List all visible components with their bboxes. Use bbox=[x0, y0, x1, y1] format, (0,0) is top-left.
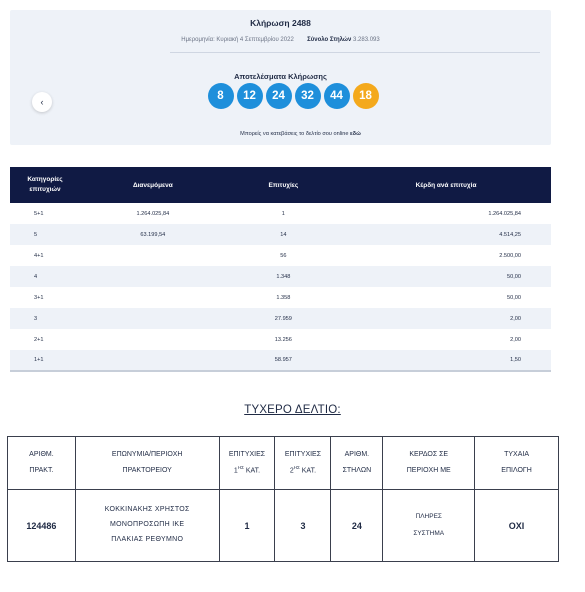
category-cell: 3+1 bbox=[10, 287, 80, 308]
random-pick-cell: ΟΧΙ bbox=[475, 490, 559, 562]
won-with-cell bbox=[383, 490, 475, 562]
winners-cell: 1.358 bbox=[226, 287, 341, 308]
header-line: ΑΡΙΘΜ. bbox=[29, 450, 54, 458]
header-line: ΠΡΑΚΤ. bbox=[29, 467, 54, 474]
header-line: ΕΠΙΤΥΧΙΕΣ bbox=[228, 450, 266, 458]
won-with-line: ΣΥΣΤΗΜΑ bbox=[413, 529, 445, 537]
prize-table-header bbox=[10, 167, 551, 203]
divider bbox=[170, 52, 540, 53]
first-category-cell: 1 bbox=[219, 490, 275, 562]
table-row bbox=[10, 224, 551, 245]
download-note-text: Μπορείς να κατεβάσεις το δελτίο σου online bbox=[240, 131, 349, 137]
header-line: ΠΡΑΚΤΟΡΕΙΟΥ bbox=[122, 467, 172, 474]
prize-cell: 2,00 bbox=[341, 329, 551, 350]
table-row bbox=[10, 350, 551, 371]
agency-name-cell bbox=[75, 490, 219, 562]
number-ball: 8 bbox=[208, 83, 234, 109]
prize-cell: 1.264.025,84 bbox=[341, 203, 551, 224]
prize-cell: 50,00 bbox=[341, 287, 551, 308]
header-line: ΚΑΤ. bbox=[301, 467, 317, 475]
winners-cell: 1 bbox=[226, 203, 341, 224]
category-cell: 3 bbox=[10, 308, 80, 329]
columns-cell: 24 bbox=[331, 490, 383, 562]
results-title: Αποτελέσματα Κλήρωσης bbox=[234, 72, 327, 81]
header-winners: Επιτυχίες bbox=[226, 167, 341, 203]
header-agency-name bbox=[75, 437, 219, 490]
category-cell: 5+1 bbox=[10, 203, 80, 224]
distributed-cell bbox=[80, 329, 226, 350]
winners-cell: 14 bbox=[226, 224, 341, 245]
table-row bbox=[8, 490, 559, 562]
header-line: ΤΥΧΑΙΑ bbox=[504, 450, 530, 458]
agency-number-cell: 124486 bbox=[8, 490, 76, 562]
header-won-with bbox=[383, 437, 475, 490]
header-second-category bbox=[275, 437, 331, 490]
prize-cell: 1,50 bbox=[341, 350, 551, 371]
prize-table bbox=[10, 167, 551, 372]
lucky-ticket-header bbox=[8, 437, 559, 490]
table-row bbox=[10, 329, 551, 350]
header-line: ΕΠΩΝΥΜΙΑ/ΠΕΡΙΟΧΗ bbox=[111, 450, 183, 458]
winners-cell: 27.959 bbox=[226, 308, 341, 329]
download-note bbox=[10, 131, 551, 137]
chevron-left-icon: ‹ bbox=[40, 97, 44, 107]
columns-value: 3.283.093 bbox=[353, 37, 380, 43]
distributed-cell bbox=[80, 308, 226, 329]
date-value: Κυριακή 4 Σεπτεμβρίου 2022 bbox=[216, 37, 294, 43]
number-ball: 44 bbox=[324, 83, 350, 109]
table-row bbox=[10, 203, 551, 224]
category-cell: 2+1 bbox=[10, 329, 80, 350]
header-line: ΕΠΙΛΟΓΗ bbox=[501, 467, 532, 474]
header-line: ΑΡΙΘΜ. bbox=[344, 450, 370, 458]
header-agency-number bbox=[8, 437, 76, 490]
table-row bbox=[10, 308, 551, 329]
number-ball: 24 bbox=[266, 83, 292, 109]
agency-name-line: ΚΟΚΚΙΝΑΚΗΣ ΧΡΗΣΤΟΣ bbox=[104, 506, 190, 514]
number-ball: 12 bbox=[237, 83, 263, 109]
distributed-cell bbox=[80, 245, 226, 266]
header-sup: ΗΣ bbox=[237, 464, 244, 470]
number-ball: 32 bbox=[295, 83, 321, 109]
table-row bbox=[10, 287, 551, 308]
winners-cell: 13.256 bbox=[226, 329, 341, 350]
header-line: 1 bbox=[233, 467, 238, 475]
header-line: ΕΠΙΤΥΧΙΕΣ bbox=[284, 450, 322, 458]
prize-cell: 2.500,00 bbox=[341, 245, 551, 266]
winning-numbers bbox=[10, 83, 551, 109]
lucky-ticket-heading: ΤΥΧΕΡΟ ΔΕΛΤΙΟ: bbox=[244, 404, 341, 416]
header-line: ΚΕΡΔΟΣ ΣΕ bbox=[409, 450, 449, 458]
header-prize-per-winner: Κέρδη ανά επιτυχία bbox=[341, 167, 551, 203]
header-sup: ΗΣ bbox=[293, 464, 300, 470]
agency-name-line: ΠΛΑΚΙΑΣ ΡΕΘΥΜΝΟ bbox=[111, 535, 184, 543]
distributed-cell: 1.264.025,84 bbox=[80, 203, 226, 224]
winners-cell: 1.348 bbox=[226, 266, 341, 287]
category-cell: 5 bbox=[10, 224, 80, 245]
header-distributed: Διανεμόμενα bbox=[80, 167, 226, 203]
distributed-cell: 63.199,54 bbox=[80, 224, 226, 245]
table-row bbox=[10, 266, 551, 287]
agency-name-line: ΜΟΝΟΠΡΟΣΩΠΗ ΙΚΕ bbox=[110, 521, 185, 529]
draw-meta bbox=[10, 37, 551, 43]
second-category-cell: 3 bbox=[275, 490, 331, 562]
prize-cell: 4.514,25 bbox=[341, 224, 551, 245]
distributed-cell bbox=[80, 350, 226, 371]
header-first-category bbox=[219, 437, 275, 490]
bonus-ball: 18 bbox=[353, 83, 379, 109]
category-cell: 1+1 bbox=[10, 350, 80, 371]
distributed-cell bbox=[80, 287, 226, 308]
distributed-cell bbox=[80, 266, 226, 287]
prize-cell: 50,00 bbox=[341, 266, 551, 287]
date-label: Ημερομηνία: bbox=[181, 37, 215, 43]
winners-cell: 56 bbox=[226, 245, 341, 266]
winners-cell: 58.957 bbox=[226, 350, 341, 371]
columns-label: Σύνολο Στηλών bbox=[307, 37, 352, 43]
draw-title: Κλήρωση 2488 bbox=[250, 18, 311, 28]
header-random-pick bbox=[475, 437, 559, 490]
header-columns bbox=[331, 437, 383, 490]
won-with-line: ΠΛΗΡΕΣ bbox=[415, 513, 442, 521]
header-line: ΣΤΗΛΩΝ bbox=[342, 467, 372, 474]
header-categories: Κατηγορίες επιτυχιών bbox=[10, 167, 80, 203]
category-cell: 4 bbox=[10, 266, 80, 287]
table-row bbox=[10, 245, 551, 266]
header-line: 2 bbox=[289, 467, 294, 475]
prize-cell: 2,00 bbox=[341, 308, 551, 329]
header-line: ΚΑΤ. bbox=[245, 467, 261, 475]
lucky-ticket-table bbox=[7, 436, 559, 562]
header-line: ΠΕΡΙΟΧΗ ΜΕ bbox=[406, 467, 451, 474]
category-cell: 4+1 bbox=[10, 245, 80, 266]
download-link[interactable]: εδώ bbox=[350, 131, 361, 137]
draw-card bbox=[10, 10, 551, 145]
